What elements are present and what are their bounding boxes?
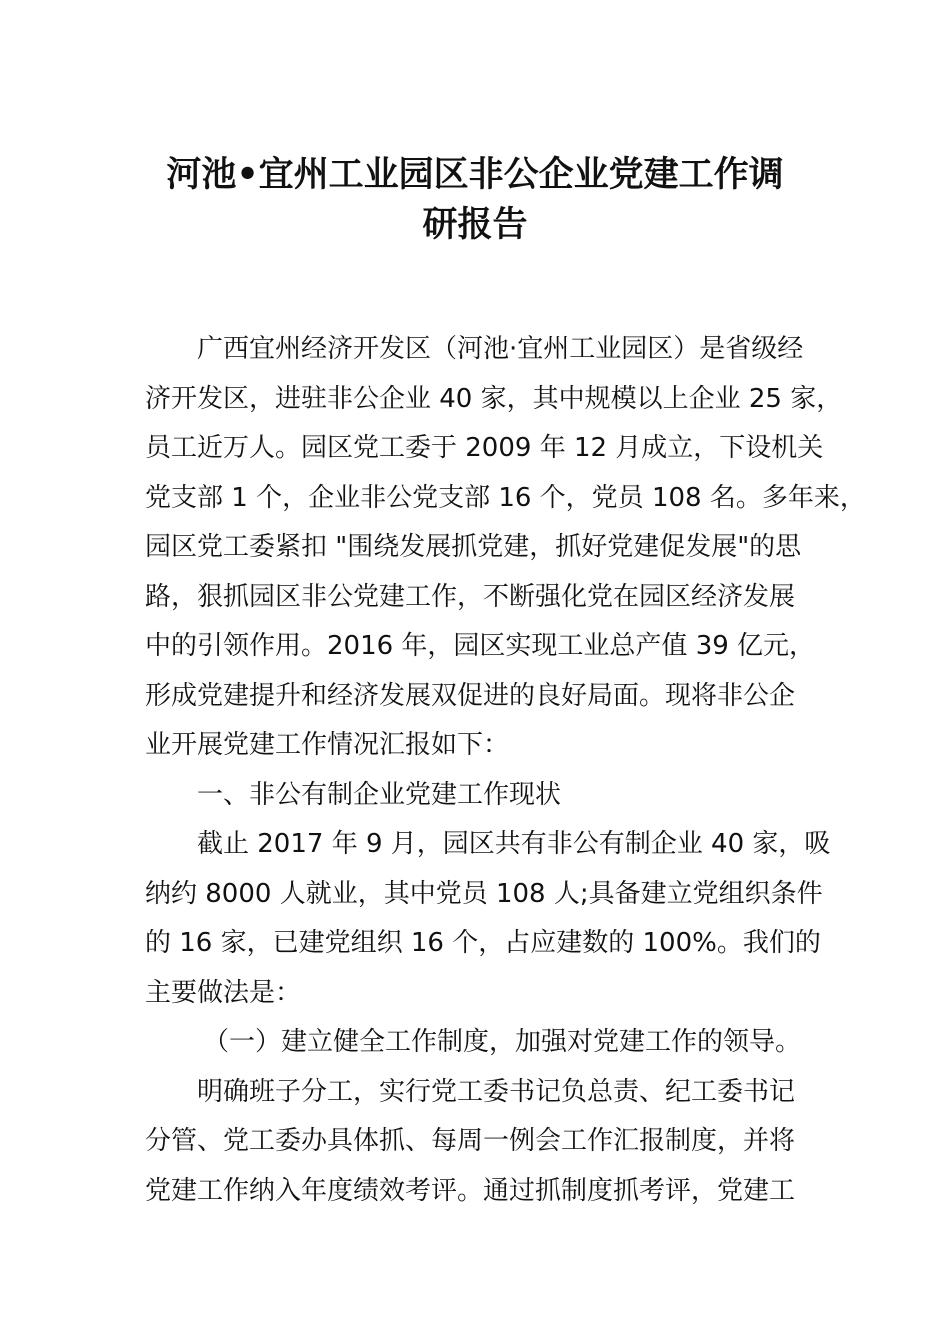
section-heading: 一、非公有制企业党建工作现状 [197, 779, 562, 810]
paragraph-line: 形成党建提升和经济发展双促进的良好局面。现将非公企 [145, 680, 796, 711]
paragraph-line: 员工近万人。园区党工委于 2009 年 12 月成立，下设机关 [145, 433, 824, 463]
paragraph-line: 路，狠抓园区非公党建工作，不断强化党在园区经济发展 [145, 581, 796, 612]
paragraph-line: 中的引领作用。2016 年，园区实现工业总产值 39 亿元， [145, 631, 816, 661]
paragraph-line: 明确班子分工，实行党工委书记负总责、纪工委书记 [197, 1076, 796, 1107]
paragraph-line: 园区党工委紧扣 "围绕发展抓党建，抓好党建促发展"的思 [145, 532, 802, 562]
paragraph-line: 截止 2017 年 9 月，园区共有非公有制企业 40 家，吸 [197, 829, 831, 859]
subsection-heading: （一）建立健全工作制度，加强对党建工作的领导。 [203, 1027, 802, 1057]
paragraph-line: 的 16 家，已建党组织 16 个，占应建数的 100%。我们的 [145, 928, 821, 958]
document-title [140, 150, 810, 250]
paragraph-line: 业开展党建工作情况汇报如下： [145, 730, 510, 760]
paragraph-line: 党支部 1 个，企业非公党支部 16 个，党员 108 名。多年来， [145, 482, 866, 513]
paragraph-line: 济开发区，进驻非公企业 40 家，其中规模以上企业 25 家， [145, 383, 843, 414]
paragraph-line: 分管、党工委办具体抓、每周一例会工作汇报制度，并将 [145, 1126, 796, 1156]
paragraph-line: 纳约 8000 人就业，其中党员 108 人;具备建立党组织条件 [145, 878, 823, 909]
paragraph-line: 主要做法是： [145, 977, 302, 1008]
paragraph-line: 党建工作纳入年度绩效考评。通过抓制度抓考评，党建工 [145, 1175, 796, 1206]
title-line-2: 研报告 [422, 205, 528, 245]
document-body [145, 325, 866, 1216]
paragraph-line: 广西宜州经济开发区（河池·宜州工业园区）是省级经 [197, 334, 804, 364]
title-line-1: 河池•宜州工业园区非公企业党建工作调 [166, 155, 784, 195]
